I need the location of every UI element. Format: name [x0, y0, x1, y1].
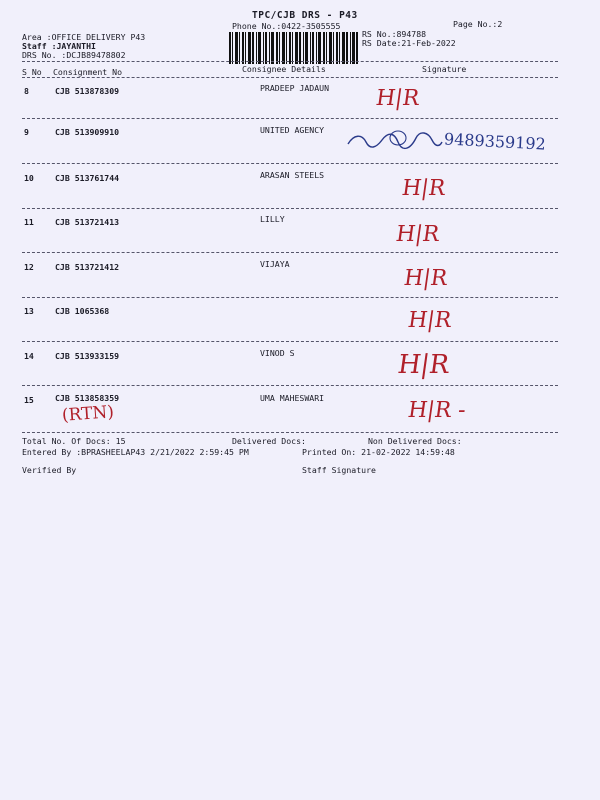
row-divider [22, 208, 558, 209]
row-consignee: UMA MAHESWARI [260, 393, 325, 403]
row-consignment: CJB 1065368 [55, 306, 110, 316]
row-signature-mark: H|R [394, 222, 441, 247]
printed-on: Printed On: 21-02-2022 14:59:48 [302, 447, 455, 457]
column-header-consignment: Consignment No [53, 67, 123, 77]
row-consignee: VIJAYA [260, 259, 290, 269]
row-signature-mark: H|R [374, 86, 421, 111]
row-sno: 15 [24, 395, 34, 405]
row-divider [22, 341, 558, 342]
verified-by: Verified By [22, 465, 77, 475]
footer-divider [22, 432, 558, 433]
row-consignment: CJB 513878309 [55, 86, 120, 96]
rs-number: RS No.:894788 [362, 29, 427, 39]
row-consignee: LILLY [260, 214, 285, 224]
area-label: Area :OFFICE DELIVERY P43 [22, 32, 146, 42]
document-title: TPC/CJB DRS - P43 [252, 10, 358, 21]
staff-label: Staff :JAYANTHI [22, 41, 96, 51]
row-signature-mark: H|R - [406, 398, 468, 423]
barcode-image [229, 32, 359, 64]
column-header-sno: S No [22, 67, 42, 77]
row-consignment: CJB 513761744 [55, 173, 120, 183]
total-docs: Total No. Of Docs: 15 [22, 436, 126, 446]
row-consignee: PRADEEP JADAUN [260, 83, 330, 93]
row-consignment: CJB 513909910 [55, 127, 120, 137]
row-consignment: CJB 513721412 [55, 262, 120, 272]
row-consignee: VINOD S [260, 348, 295, 358]
row-signature-mark: H|R [406, 308, 453, 333]
phone-number: Phone No.:0422-3505555 [232, 21, 341, 31]
page-number: Page No.:2 [453, 19, 503, 29]
row-consignee: UNITED AGENCY [260, 125, 325, 135]
row-sno: 13 [24, 306, 34, 316]
row-consignment: CJB 513858359 [55, 393, 120, 403]
signature-scribble-icon [344, 126, 444, 154]
rs-date: RS Date:21-Feb-2022 [362, 38, 456, 48]
row-sno: 14 [24, 351, 34, 361]
row-signature-mark: H|R [402, 266, 449, 291]
drs-number: DRS No. :DCJB89478802 [22, 50, 126, 60]
row-divider [22, 252, 558, 253]
row-sno: 11 [24, 217, 34, 227]
row-signature-mark: H|R [395, 350, 452, 380]
header-divider [22, 61, 558, 62]
entered-by: Entered By :BPRASHEELAP43 2/21/2022 2:59:45 PM [22, 447, 249, 457]
columns-divider [22, 77, 558, 78]
row-divider [22, 118, 558, 119]
row-divider [22, 297, 558, 298]
column-header-signature: Signature [422, 64, 467, 74]
staff-signature: Staff Signature [302, 465, 376, 475]
row-divider [22, 385, 558, 386]
row-sno: 10 [24, 173, 34, 183]
non-delivered-docs: Non Delivered Docs: [368, 436, 462, 446]
row-sno: 12 [24, 262, 34, 272]
column-header-consignee: Consignee Details [242, 64, 326, 74]
row-consignment: CJB 513933159 [55, 351, 120, 361]
row-divider [22, 163, 558, 164]
row-signature-mark: H|R [400, 176, 447, 201]
row-phone-mark: 9489359192 [443, 129, 547, 154]
row-consignee: ARASAN STEELS [260, 170, 325, 180]
row-sno: 9 [24, 127, 29, 137]
delivered-docs: Delivered Docs: [232, 436, 306, 446]
row-return-note: (RTN) [61, 402, 115, 426]
row-consignment: CJB 513721413 [55, 217, 120, 227]
row-sno: 8 [24, 86, 29, 96]
